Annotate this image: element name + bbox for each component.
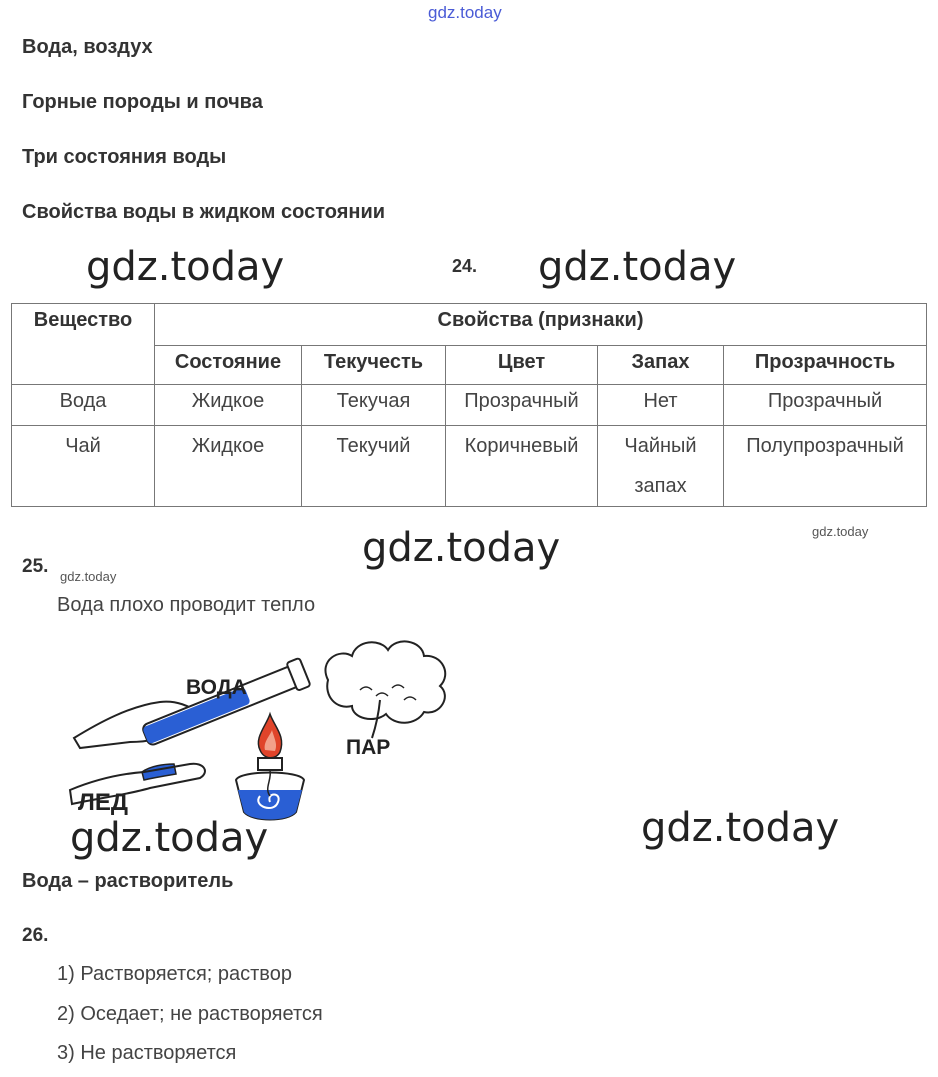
table-cell: Чай: [12, 426, 155, 507]
header-substance: Вещество: [12, 304, 155, 385]
watermark-big: gdz.today: [641, 805, 840, 851]
heading-water-air: Вода, воздух: [22, 36, 153, 58]
label-steam: ПАР: [346, 736, 391, 759]
table-cell: Нет: [598, 385, 724, 426]
task-25-number: 25.: [22, 556, 49, 577]
task-24-number: 24.: [452, 256, 478, 276]
task-26-answer: 3) Не растворяется: [57, 1042, 237, 1064]
watermark-small: gdz.today: [60, 569, 117, 584]
label-ice: ЛЕД: [78, 789, 128, 816]
watermark-small: gdz.today: [812, 524, 869, 539]
table-cell: Полупрозрачный: [724, 426, 927, 507]
table-row: [12, 385, 927, 426]
task-26-number: 26.: [22, 925, 49, 946]
table-cell: Жидкое: [155, 385, 302, 426]
heating-water-illustration: [60, 630, 460, 835]
watermark-big: gdz.today: [538, 244, 737, 290]
table-row: [12, 426, 927, 507]
table-cell: Жидкое: [155, 426, 302, 507]
watermark-big: gdz.today: [70, 815, 269, 861]
heading-three-states: Три состояния воды: [22, 146, 227, 168]
column-header: Прозрачность: [724, 346, 927, 385]
table-cell: Вода: [12, 385, 155, 426]
heading-rocks-soil: Горные породы и почва: [22, 91, 263, 113]
table-cell: Прозрачный: [446, 385, 598, 426]
steam-cloud: [325, 641, 445, 722]
table-cell: Текучая: [302, 385, 446, 426]
watermark-top: gdz.today: [428, 3, 502, 22]
table-cell: Чайный запах: [598, 426, 724, 507]
task-25-answer: Вода плохо проводит тепло: [57, 594, 316, 616]
column-header: Запах: [598, 346, 724, 385]
heading-liquid-properties: Свойства воды в жидком состоянии: [22, 201, 386, 223]
column-header: Текучесть: [302, 346, 446, 385]
column-header: Цвет: [446, 346, 598, 385]
task-26-answer: 1) Растворяется; раствор: [57, 963, 292, 985]
watermark-big: gdz.today: [86, 244, 285, 290]
column-header: Состояние: [155, 346, 302, 385]
table-cell: Текучий: [302, 426, 446, 507]
task-26-answer: 2) Оседает; не растворяется: [57, 1003, 323, 1025]
heading-solvent: Вода – растворитель: [22, 870, 234, 892]
watermark-big: gdz.today: [362, 525, 561, 571]
header-properties: Свойства (признаки): [155, 304, 927, 346]
table-cell: Прозрачный: [724, 385, 927, 426]
properties-table: [11, 303, 927, 507]
table-cell: Коричневый: [446, 426, 598, 507]
label-water: ВОДА: [186, 676, 247, 699]
